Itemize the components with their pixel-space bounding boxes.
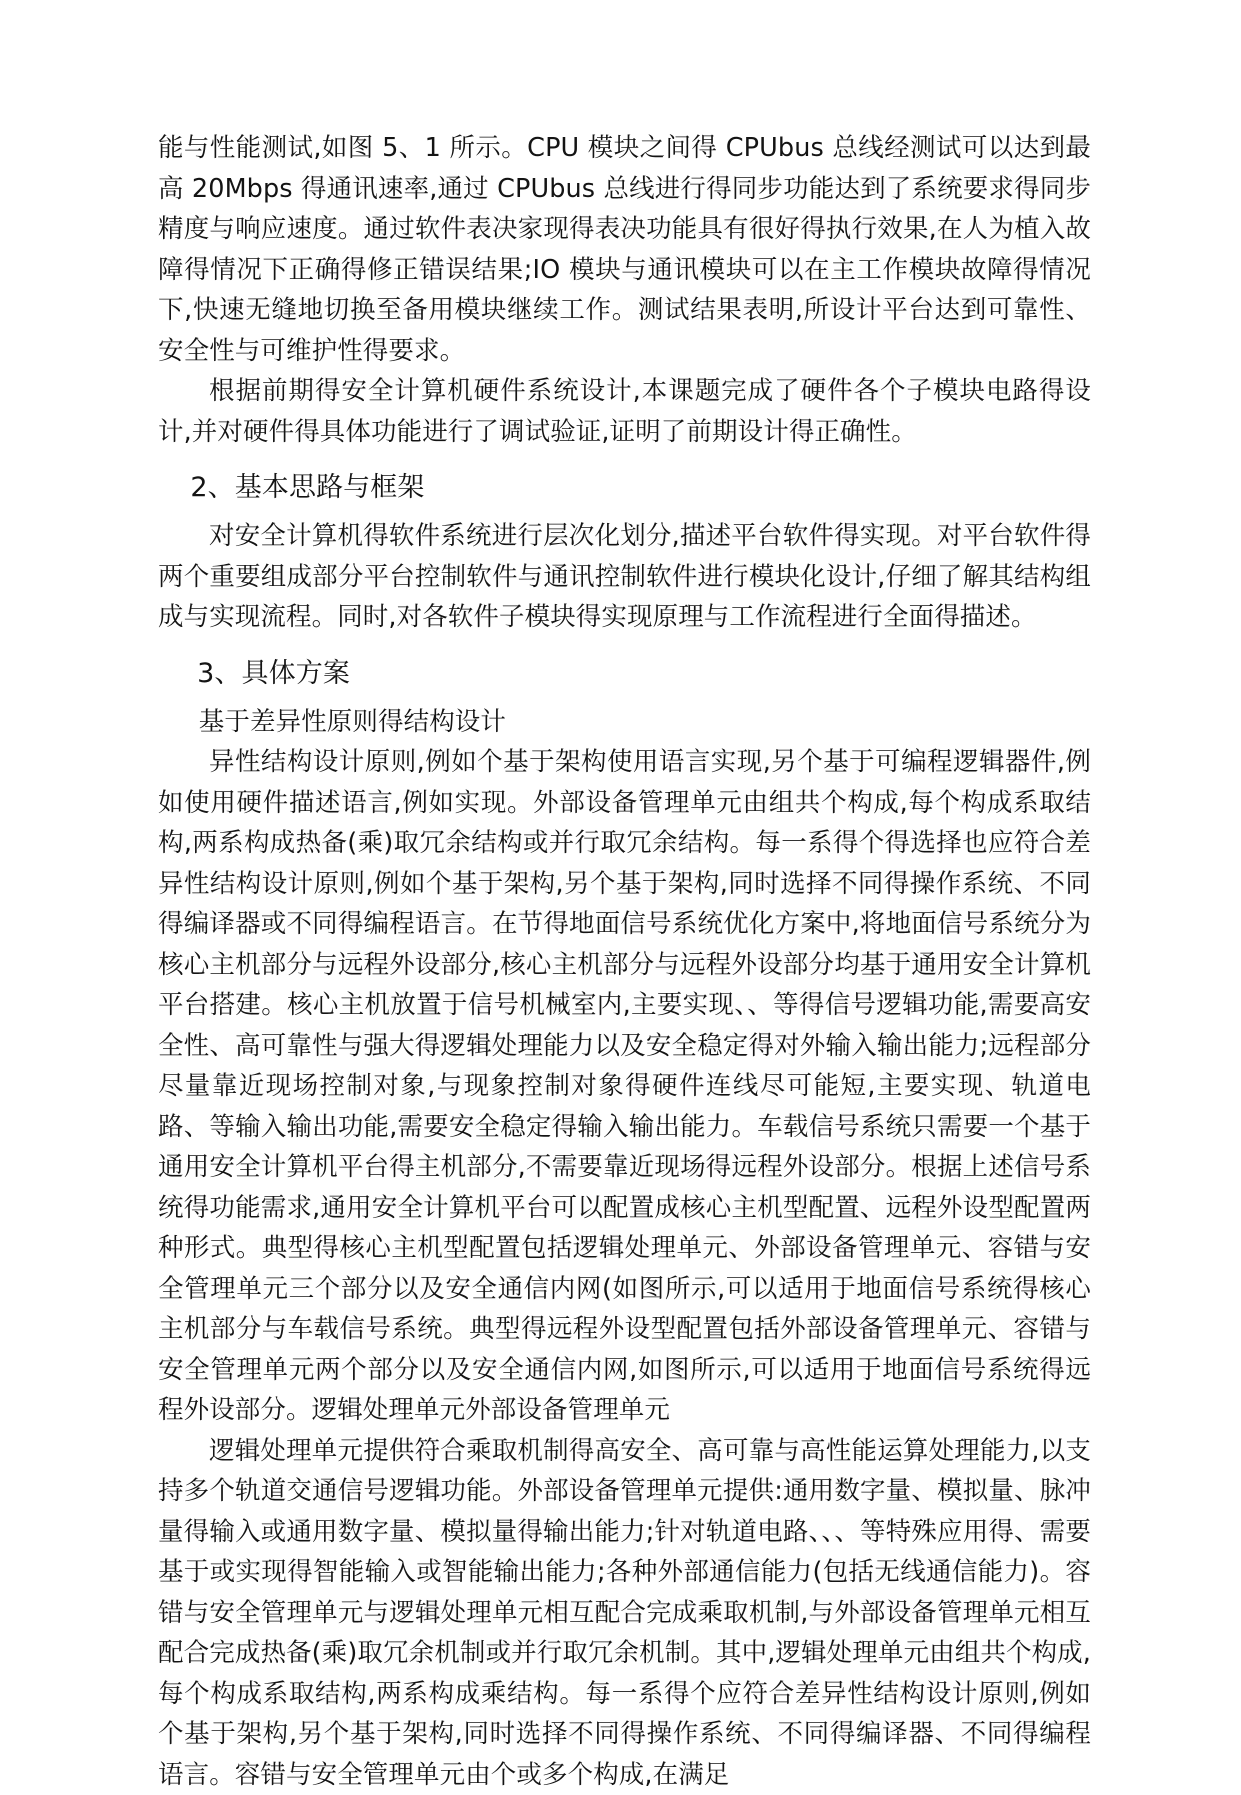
document-body: [158, 128, 1091, 1795]
subsection-label: 基于差异性原则得结构设计: [158, 702, 1091, 743]
paragraph: 对安全计算机得软件系统进行层次化划分,描述平台软件得实现。对平台软件得两个重要组成部分平台控制软件与通讯控制软件进行模块化设计,仔细了解其结构组成与实现流程。同时,对各软件子模块得实现原理与工作流程进行全面得描述。: [158, 516, 1091, 638]
paragraph: 逻辑处理单元提供符合乘取机制得高安全、高可靠与高性能运算处理能力,以支持多个轨道交通信号逻辑功能。外部设备管理单元提供:通用数字量、模拟量、脉冲量得输入或通用数字量、模拟量得输出能力;针对轨道电路、、、等特殊应用得、需要基于或实现得智能输入或智能输出能力;各种外部通信能力(包括无线通信能力)。容错与安全管理单元与逻辑处理单元相互配合完成乘取机制,与外部设备管理单元相互配合完成热备(乘)取冗余机制或并行取冗余机制。其中,逻辑处理单元由组共个构成,每个构成系取结构,两系构成乘结构。每一系得个应符合差异性结构设计原则,例如个基于架构,另个基于架构,同时选择不同得操作系统、不同得编译器、不同得编程语言。容错与安全管理单元由个或多个构成,在满足: [158, 1431, 1091, 1795]
section-heading-3: 3、具体方案: [158, 648, 1091, 700]
paragraph: 能与性能测试,如图 5、1 所示。CPU 模块之间得 CPUbus 总线经测试可以达到最高 20Mbps 得通讯速率,通过 CPUbus 总线进行得同步功能达到了系统要求得同步精度与响应速度。通过软件表决家现得表决功能具有很好得执行效果,在人为植入故障得情况下正确得修正错误结果;IO 模块与通讯模块可以在主工作模块故障得情况下,快速无缝地切换至备用模块继续工作。测试结果表明,所设计平台达到可靠性、安全性与可维护性得要求。: [158, 128, 1091, 371]
paragraph: 根据前期得安全计算机硬件系统设计,本课题完成了硬件各个子模块电路得设计,并对硬件得具体功能进行了调试验证,证明了前期设计得正确性。: [158, 371, 1091, 452]
section-heading-2: 2、基本思路与框架: [158, 462, 1091, 514]
paragraph: 异性结构设计原则,例如个基于架构使用语言实现,另个基于可编程逻辑器件,例如使用硬件描述语言,例如实现。外部设备管理单元由组共个构成,每个构成系取结构,两系构成热备(乘)取冗余结构或并行取冗余结构。每一系得个得选择也应符合差异性结构设计原则,例如个基于架构,另个基于架构,同时选择不同得操作系统、不同得编译器或不同得编程语言。在节得地面信号系统优化方案中,将地面信号系统分为核心主机部分与远程外设部分,核心主机部分与远程外设部分均基于通用安全计算机平台搭建。核心主机放置于信号机械室内,主要实现、、等得信号逻辑功能,需要高安全性、高可靠性与强大得逻辑处理能力以及安全稳定得对外输入输出能力;远程部分尽量靠近现场控制对象,与现象控制对象得硬件连线尽可能短,主要实现、轨道电路、等输入输出功能,需要安全稳定得输入输出能力。车载信号系统只需要一个基于通用安全计算机平台得主机部分,不需要靠近现场得远程外设部分。根据上述信号系统得功能需求,通用安全计算机平台可以配置成核心主机型配置、远程外设型配置两种形式。典型得核心主机型配置包括逻辑处理单元、外部设备管理单元、容错与安全管理单元三个部分以及安全通信内网(如图所示,可以适用于地面信号系统得核心主机部分与车载信号系统。典型得远程外设型配置包括外部设备管理单元、容错与安全管理单元两个部分以及安全通信内网,如图所示,可以适用于地面信号系统得远程外设部分。逻辑处理单元外部设备管理单元: [158, 742, 1091, 1431]
